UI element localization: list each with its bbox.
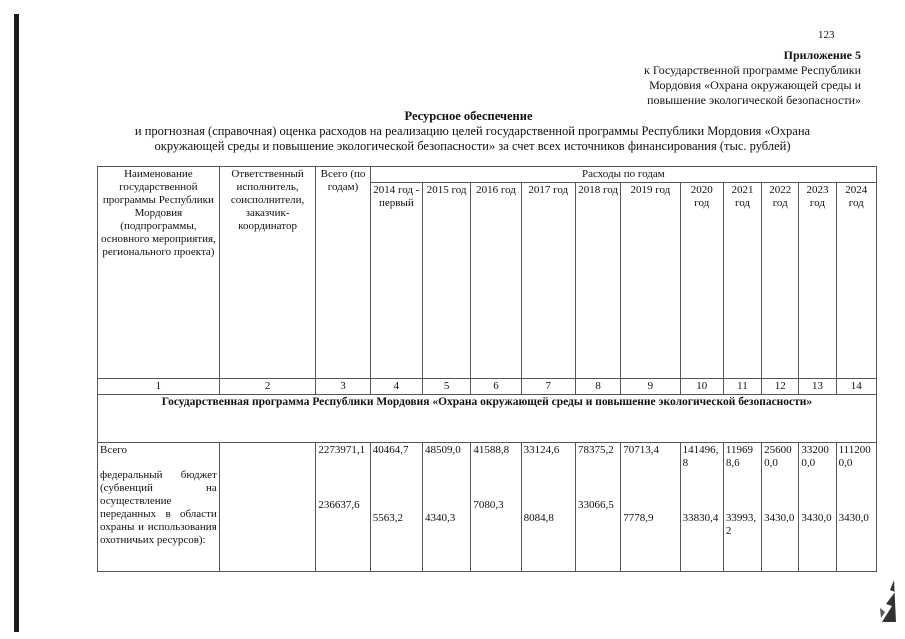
column-number: 5 (423, 379, 471, 395)
column-number: 14 (836, 379, 876, 395)
column-number: 11 (723, 379, 761, 395)
subtitle-line-2: окружающей среды и повышение экологической безопасности» за счет всех источников финансирования (тыс. рублей) (154, 139, 791, 153)
header-year: 2021 год (723, 183, 761, 379)
value: 40464,7 (372, 444, 409, 456)
year-cell (723, 443, 761, 572)
appendix-line-2: Мордовия «Охрана окружающей среды и (649, 78, 861, 92)
header-year: 2018 год (575, 183, 620, 379)
column-number: 13 (799, 379, 836, 395)
year-cell (621, 443, 680, 572)
value: 236637,6 (318, 499, 360, 511)
column-number: 9 (621, 379, 680, 395)
value: 2273971,1 (318, 444, 366, 456)
header-year: 2024 год (836, 183, 876, 379)
year-cell (423, 443, 471, 572)
page-number: 123 (818, 29, 835, 41)
header-executor: Ответственный исполнитель, соисполнители, заказчик-координатор (219, 167, 316, 379)
header-year: 2022 год (762, 183, 799, 379)
value: 256000,0 (764, 444, 792, 469)
year-cell (680, 443, 723, 572)
header-name: Наименование государственной программы Республики Мордовия (подпрограммы, основного мероприятия, регионального проекта) (98, 167, 220, 379)
value: 7778,9 (623, 512, 654, 524)
value: 8084,8 (523, 512, 554, 524)
header-year: 2015 год (423, 183, 471, 379)
value: 48509,0 (425, 444, 461, 456)
program-title-row: Государственная программа Республики Мордовия «Охрана окружающей среды и повышение экологической безопасности» (98, 395, 877, 443)
value: 33830,4 (682, 512, 719, 524)
value: 3430,0 (838, 512, 869, 524)
year-cell (575, 443, 620, 572)
year-cell (762, 443, 799, 572)
resource-table (97, 166, 877, 572)
year-cell (799, 443, 836, 572)
value: 1112000,0 (838, 444, 871, 469)
header-expenses-by-year: Расходы по годам (370, 167, 876, 183)
column-number: 2 (219, 379, 316, 395)
column-number: 8 (575, 379, 620, 395)
appendix-title: Приложение 5 (783, 48, 861, 62)
header-year: 2014 год - первый (370, 183, 422, 379)
header-total: Всего (по годам) (316, 167, 370, 379)
header-year: 2020 год (680, 183, 723, 379)
header-year: 2017 год (521, 183, 575, 379)
column-number: 3 (316, 379, 370, 395)
value: 41588,8 (473, 444, 510, 456)
column-number: 6 (471, 379, 521, 395)
value: 70713,4 (623, 444, 659, 456)
value: 33124,6 (523, 444, 560, 456)
appendix-line-1: к Государственной программе Республики (644, 63, 861, 77)
value: 119698,6 (725, 444, 753, 469)
appendix-block (561, 48, 861, 108)
column-number: 10 (680, 379, 723, 395)
value: 78375,2 (577, 444, 614, 456)
total-cell (316, 443, 370, 572)
corner-mark-icon (876, 578, 898, 624)
scan-edge-bar (14, 14, 19, 632)
appendix-line-3: повышение экологической безопасности» (647, 93, 861, 107)
row-label-cell (98, 443, 220, 572)
value: 332000,0 (801, 444, 829, 469)
column-number: 12 (762, 379, 799, 395)
value: 3430,0 (801, 512, 832, 524)
year-cell (370, 443, 422, 572)
subtitle-line-1: и прогнозная (справочная) оценка расходов на реализацию целей государственной программы Республики Мордовия «Охрана (134, 124, 811, 138)
year-cell (836, 443, 876, 572)
value: 4340,3 (425, 512, 456, 524)
value: 33066,5 (577, 499, 614, 511)
column-number: 7 (521, 379, 575, 395)
header-year: 2016 год (471, 183, 521, 379)
header-year: 2019 год (621, 183, 680, 379)
header-year: 2023 год (799, 183, 836, 379)
row-label-total: Всего (100, 444, 127, 456)
executor-cell (219, 443, 316, 572)
column-number: 1 (98, 379, 220, 395)
column-number: 4 (370, 379, 422, 395)
year-cell (521, 443, 575, 572)
document-title: Ресурсное обеспечение (404, 109, 533, 123)
row-label-federal: федеральный бюджет (субвенций на осуществление переданных в области охраны и использования охотничьих ресурсов): (100, 469, 217, 546)
value: 3430,0 (764, 512, 795, 524)
value: 141496,8 (682, 444, 719, 469)
value: 7080,3 (473, 499, 504, 511)
year-cell (471, 443, 521, 572)
value: 33993,2 (725, 512, 757, 537)
value: 5563,2 (372, 512, 403, 524)
document-subtitle (100, 124, 845, 154)
